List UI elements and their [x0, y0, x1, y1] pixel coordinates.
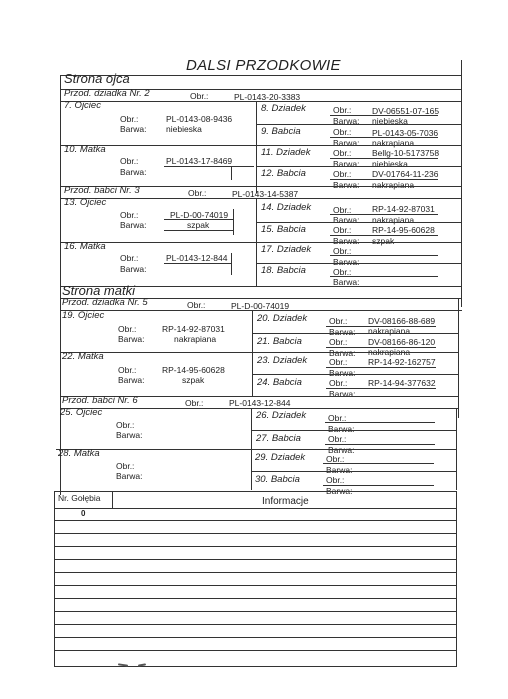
gen-20-label: 20. Dziadek: [257, 313, 308, 324]
father-grandfather-label: Przod. dziadka Nr. 2: [64, 88, 150, 99]
barwa-label: Barwa:: [329, 327, 356, 337]
barwa-value: nakrapiana: [368, 347, 411, 357]
obr-value: PL-D-00-74019: [170, 210, 229, 220]
gen-9-label: 9. Babcia: [261, 126, 301, 137]
barwa-label: Barwa:: [326, 486, 353, 496]
obr-label: Obr.:: [118, 365, 137, 375]
obr-value: PL-0143-17-8469: [166, 156, 233, 166]
obr-value: PL-0143-05-7036: [372, 128, 439, 138]
barwa-label: Barwa:: [326, 465, 353, 475]
gen-29-label: 29. Dziadek: [255, 452, 306, 463]
obr-value: PL-0143-12-844: [229, 398, 291, 408]
barwa-value: nakrapiana: [368, 326, 411, 336]
gen-22-label: 22. Matka: [62, 351, 104, 362]
obr-label: Obr.:: [326, 454, 345, 464]
gen-21-label: 21. Babcia: [257, 336, 302, 347]
barwa-value: szpak: [187, 220, 210, 230]
gen-15-label: 15. Babcia: [261, 224, 306, 235]
barwa-label: Barwa:: [328, 445, 355, 455]
obr-value: PL-0143-20-3383: [234, 92, 301, 102]
obr-label: Obr.:: [120, 210, 139, 220]
barwa-value: nakrapiana: [372, 138, 415, 148]
info-label: Informacje: [262, 496, 309, 507]
obr-value: DV-01764-11-236: [372, 169, 439, 179]
barwa-label: Barwa:: [333, 257, 360, 267]
barwa-label: Barwa:: [328, 424, 355, 434]
obr-label: Obr.:: [116, 420, 135, 430]
gen-28-label: 28. Matka: [58, 448, 100, 459]
barwa-value: szpak: [182, 375, 205, 385]
obr-label: Obr.:: [329, 378, 348, 388]
obr-label: Obr.:: [118, 324, 137, 334]
barwa-value: nakrapiana: [372, 180, 415, 190]
obr-value: DV-08166-88-689: [368, 316, 436, 326]
obr-label: Obr.:: [333, 267, 352, 277]
gen-16-label: 16. Matka: [64, 241, 106, 252]
gen-24-label: 24. Babcia: [257, 377, 302, 388]
obr-label: Obr.:: [329, 337, 348, 347]
obr-label: Obr.:: [188, 188, 207, 198]
obr-label: Obr.:: [120, 114, 139, 124]
mother-grandmother-label: Przod. babci Nr. 6: [62, 395, 138, 406]
obr-label: Obr.:: [116, 461, 135, 471]
obr-label: Obr.:: [329, 357, 348, 367]
obr-value: DV-08166-86-120: [368, 337, 436, 347]
barwa-label: Barwa:: [333, 277, 360, 287]
obr-label: Obr.:: [333, 148, 352, 158]
obr-value: Bellg-10-5173758: [372, 148, 440, 158]
barwa-label: Barwa:: [333, 159, 360, 169]
obr-value: PL-0143-12-844: [166, 253, 228, 263]
barwa-label: Barwa:: [333, 180, 360, 190]
obr-value: RP-14-92-162757: [368, 357, 436, 367]
gen-11-label: 11. Dziadek: [261, 147, 311, 158]
obr-value: RP-14-94-377632: [368, 378, 436, 388]
obr-label: Obr.:: [328, 434, 347, 444]
barwa-label: Barwa:: [333, 215, 360, 225]
obr-label: Obr.:: [328, 413, 347, 423]
gen-17-label: 17. Dziadek: [261, 244, 312, 255]
obr-label: Obr.:: [120, 156, 139, 166]
obr-label: Obr.:: [333, 127, 352, 137]
obr-label: Obr.:: [333, 246, 352, 256]
gen-19-label: 19. Ojciec: [62, 310, 105, 321]
obr-value: RP-14-95-60628: [162, 365, 225, 375]
barwa-value: szpak: [372, 236, 395, 246]
barwa-value: niebieska: [166, 124, 202, 134]
barwa-label: Barwa:: [329, 368, 356, 378]
obr-label: Obr.:: [329, 316, 348, 326]
barwa-value: niebieska: [372, 116, 408, 126]
obr-value: PL-0143-14-5387: [232, 189, 299, 199]
obr-value: RP-14-92-87031: [162, 324, 225, 334]
obr-label: Obr.:: [190, 91, 209, 101]
barwa-label: Barwa:: [120, 264, 147, 274]
gen-7-label: 7. Ojciec: [64, 100, 101, 111]
barwa-label: Barwa:: [120, 220, 147, 230]
barwa-label: Barwa:: [333, 138, 360, 148]
barwa-label: Barwa:: [116, 471, 143, 481]
barwa-value: niebieska: [372, 159, 408, 169]
gen-12-label: 12. Babcia: [261, 168, 306, 179]
pigeon-number-value: 0: [81, 509, 86, 518]
page-title: DALSI PRZODKOWIE: [186, 57, 341, 74]
gen-14-label: 14. Dziadek: [261, 202, 312, 213]
mother-side-title: Strona matki: [62, 283, 135, 298]
obr-value: PL-D-00-74019: [231, 301, 290, 311]
obr-value: RP-14-92-87031: [372, 204, 435, 214]
barwa-label: Barwa:: [329, 389, 356, 399]
gen-13-label: 13. Ojciec: [64, 197, 107, 208]
obr-label: Obr.:: [187, 300, 206, 310]
barwa-label: Barwa:: [118, 375, 145, 385]
gen-27-label: 27. Babcia: [256, 433, 301, 444]
gen-23-label: 23. Dziadek: [257, 355, 308, 366]
gen-18-label: 18. Babcia: [261, 265, 306, 276]
barwa-label: Barwa:: [118, 334, 145, 344]
obr-label: Obr.:: [333, 225, 352, 235]
barwa-label: Barwa:: [120, 167, 147, 177]
gen-30-label: 30. Babcia: [255, 474, 300, 485]
obr-label: Obr.:: [333, 169, 352, 179]
mother-grandfather-label: Przod. dziadka Nr. 5: [62, 297, 148, 308]
gen-8-label: 8. Dziadek: [261, 103, 306, 114]
obr-value: PL-0143-08-9436: [166, 114, 233, 124]
barwa-label: Barwa:: [120, 124, 147, 134]
gen-10-label: 10. Matka: [64, 144, 106, 155]
obr-value: RP-14-95-60628: [372, 225, 435, 235]
father-grandmother-label: Przod. babci Nr. 3: [64, 185, 140, 196]
obr-label: Obr.:: [333, 205, 352, 215]
barwa-label: Barwa:: [116, 430, 143, 440]
obr-label: Obr.:: [333, 105, 352, 115]
obr-label: Obr.:: [326, 475, 345, 485]
obr-label: Obr.:: [185, 398, 204, 408]
barwa-label: Barwa:: [333, 116, 360, 126]
barwa-value: nakrapiana: [174, 334, 217, 344]
obr-label: Obr.:: [120, 253, 139, 263]
father-side-title: Strona ojca: [64, 71, 130, 86]
barwa-label: Barwa:: [333, 236, 360, 246]
gen-26-label: 26. Dziadek: [256, 410, 307, 421]
gen-25-label: 25. Ojciec: [60, 407, 103, 418]
pigeon-number-label: Nr. Gołębia: [58, 493, 101, 503]
obr-value: DV-06551-07-165: [372, 106, 440, 116]
barwa-label: Barwa:: [329, 348, 356, 358]
barwa-value: nakrapiana: [372, 215, 415, 225]
